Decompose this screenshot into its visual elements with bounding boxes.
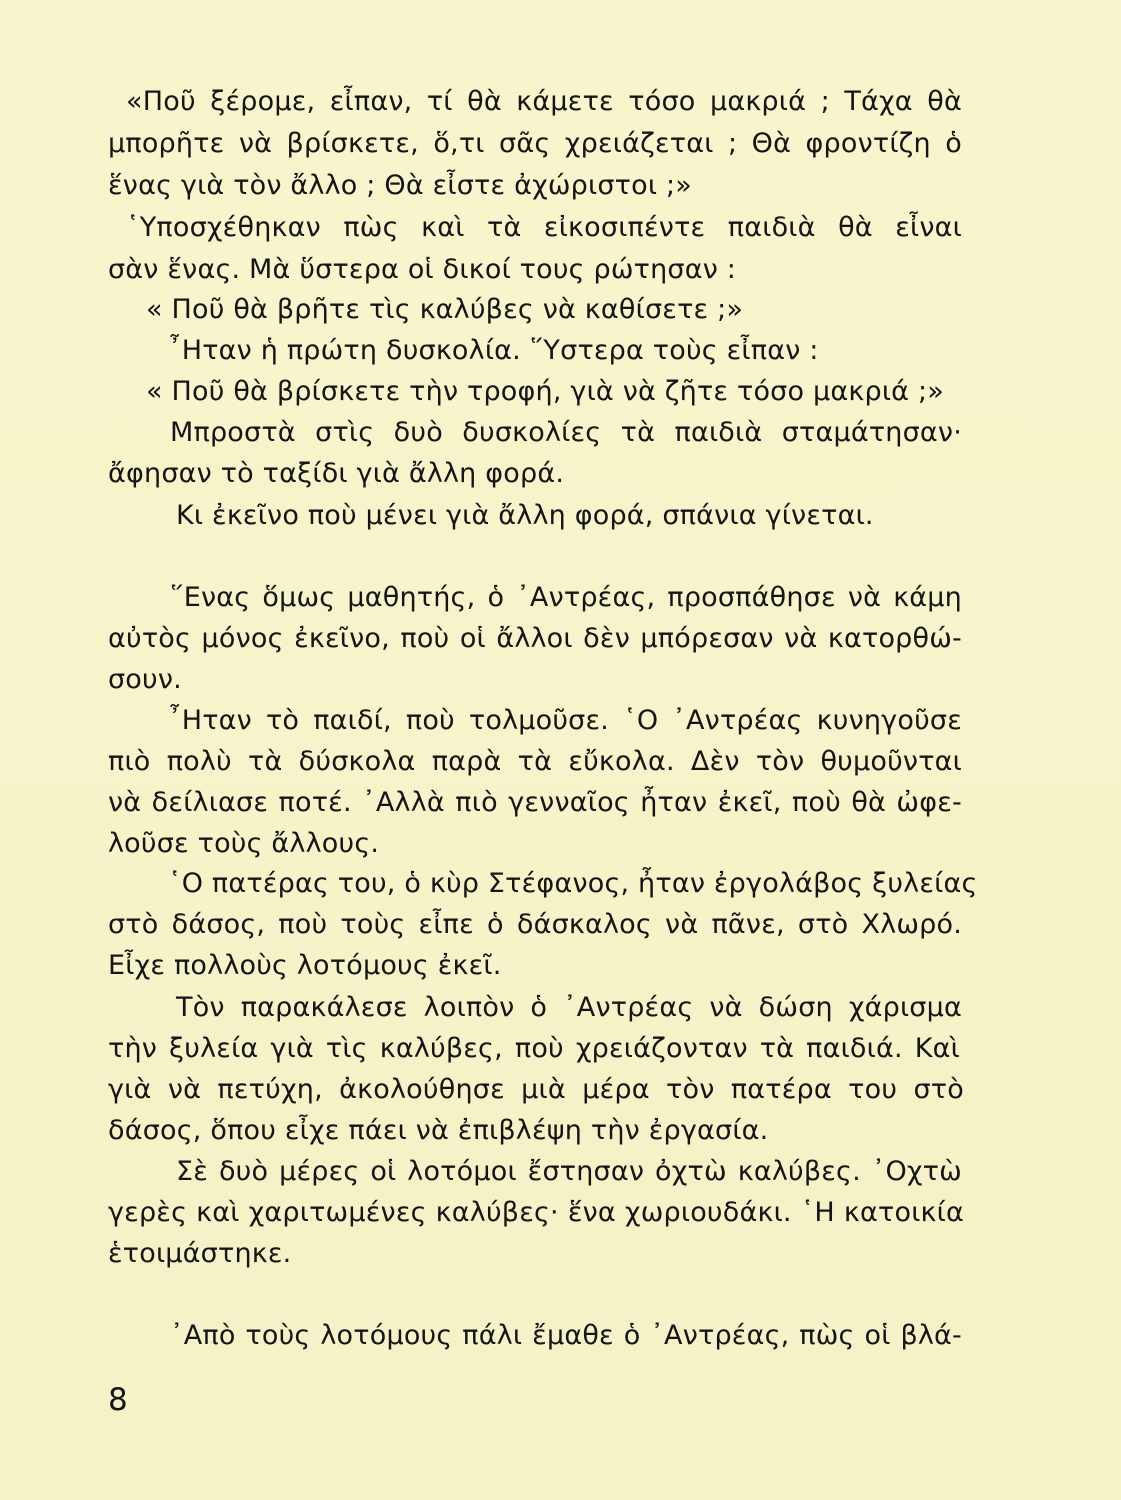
- text-line: ῾Ο πατέρας του, ὁ κὺρ Στέφανος, ἦταν ἐργολάβος ξυλείας: [168, 868, 978, 899]
- text-line: Μπροστὰ στὶς δυὸ δυσκολίες τὰ παιδιὰ σταμάτησαν·: [170, 417, 962, 448]
- text-line: ῏Ηταν ἡ πρώτη δυσκολία. ῞Υστερα τοὺς εἶπαν :: [168, 335, 819, 366]
- text-line: ἑτοιμάστηκε.: [108, 1238, 292, 1269]
- page-number: 8: [108, 1382, 128, 1418]
- text-line: ῏Ηταν τὸ παιδί, ποὺ τολμοῦσε. ῾Ο ᾿Αντρέας κυνηγοῦσε: [168, 705, 962, 736]
- text-line: σὰν ἕνας. Μὰ ὕστερα οἱ δικοί τους ρώτησαν :: [108, 254, 737, 285]
- text-line: Τὸν παρακάλεσε λοιπὸν ὁ ᾿Αντρέας νὰ δώση χάρισμα: [176, 992, 962, 1023]
- text-line: γερὲς καὶ χαριτωμένες καλύβες· ἕνα χωριουδάκι. ῾Η κατοικία: [108, 1197, 964, 1228]
- text-line: ᾿Απὸ τοὺς λοτόμους πάλι ἔμαθε ὁ ᾿Αντρέας, πὼς οἱ βλά-: [170, 1320, 962, 1351]
- text-line: « Ποῦ θὰ βρῆτε τὶς καλύβες νὰ καθίσετε ;»: [146, 294, 744, 325]
- text-line: αὐτὸς μόνος ἐκεῖνο, ποὺ οἱ ἄλλοι δὲν μπόρεσαν νὰ κατορθώ-: [108, 623, 962, 654]
- text-line: ἕνας γιὰ τὸν ἄλλο ; Θὰ εἶστε ἀχώριστοι ;»: [108, 170, 692, 201]
- text-line: δάσος, ὅπου εἶχε πάει νὰ ἐπιβλέψη τὴν ἐργασία.: [108, 1115, 769, 1146]
- text-line: λοῦσε τοὺς ἄλλους.: [108, 828, 380, 859]
- text-line: « Ποῦ θὰ βρίσκετε τὴν τροφή, γιὰ νὰ ζῆτε τόσο μακριά ;»: [146, 376, 944, 407]
- text-line: Σὲ δυὸ μέρες οἱ λοτόμοι ἔστησαν ὀχτὼ καλύβες. ᾿Οχτὼ: [176, 1156, 962, 1187]
- text-line: «Ποῦ ξέρομε, εἶπαν, τί θὰ κάμετε τόσο μακριά ; Τάχα θὰ: [126, 86, 962, 117]
- text-line: νὰ δείλιασε ποτέ. ᾿Αλλὰ πιὸ γενναῖος ἦταν ἐκεῖ, ποὺ θὰ ὠφε-: [108, 787, 962, 818]
- text-line: τὴν ξυλεία γιὰ τὶς καλύβες, ποὺ χρειάζονταν τὰ παιδιά. Καὶ: [108, 1033, 960, 1064]
- text-line: πιὸ πολὺ τὰ δύσκολα παρὰ τὰ εὔκολα. Δὲν τὸν θυμοῦνται: [108, 746, 962, 777]
- text-line: μπορῆτε νὰ βρίσκετε, ὅ,τι σᾶς χρειάζεται ; Θὰ φροντίζη ὁ: [108, 128, 962, 159]
- text-line: ἄφησαν τὸ ταξίδι γιὰ ἄλλη φορά.: [108, 458, 565, 489]
- text-line: Κι ἐκεῖνο ποὺ μένει γιὰ ἄλλη φορά, σπάνια γίνεται.: [176, 500, 874, 531]
- text-line: ῾Υποσχέθηκαν πὼς καὶ τὰ εἰκοσιπέντε παιδιὰ θὰ εἶναι: [126, 212, 962, 243]
- text-line: γιὰ νὰ πετύχη, ἀκολούθησε μιὰ μέρα τὸν πατέρα του στὸ: [108, 1074, 964, 1105]
- text-line: ῞Ενας ὅμως μαθητής, ὁ ᾿Αντρέας, προσπάθησε νὰ κάμη: [170, 582, 962, 613]
- text-line: Εἶχε πολλοὺς λοτόμους ἐκεῖ.: [108, 950, 502, 981]
- text-line: στὸ δάσος, ποὺ τοὺς εἶπε ὁ δάσκαλος νὰ πᾶνε, στὸ Χλωρό.: [108, 909, 962, 940]
- text-line: σουν.: [108, 664, 182, 695]
